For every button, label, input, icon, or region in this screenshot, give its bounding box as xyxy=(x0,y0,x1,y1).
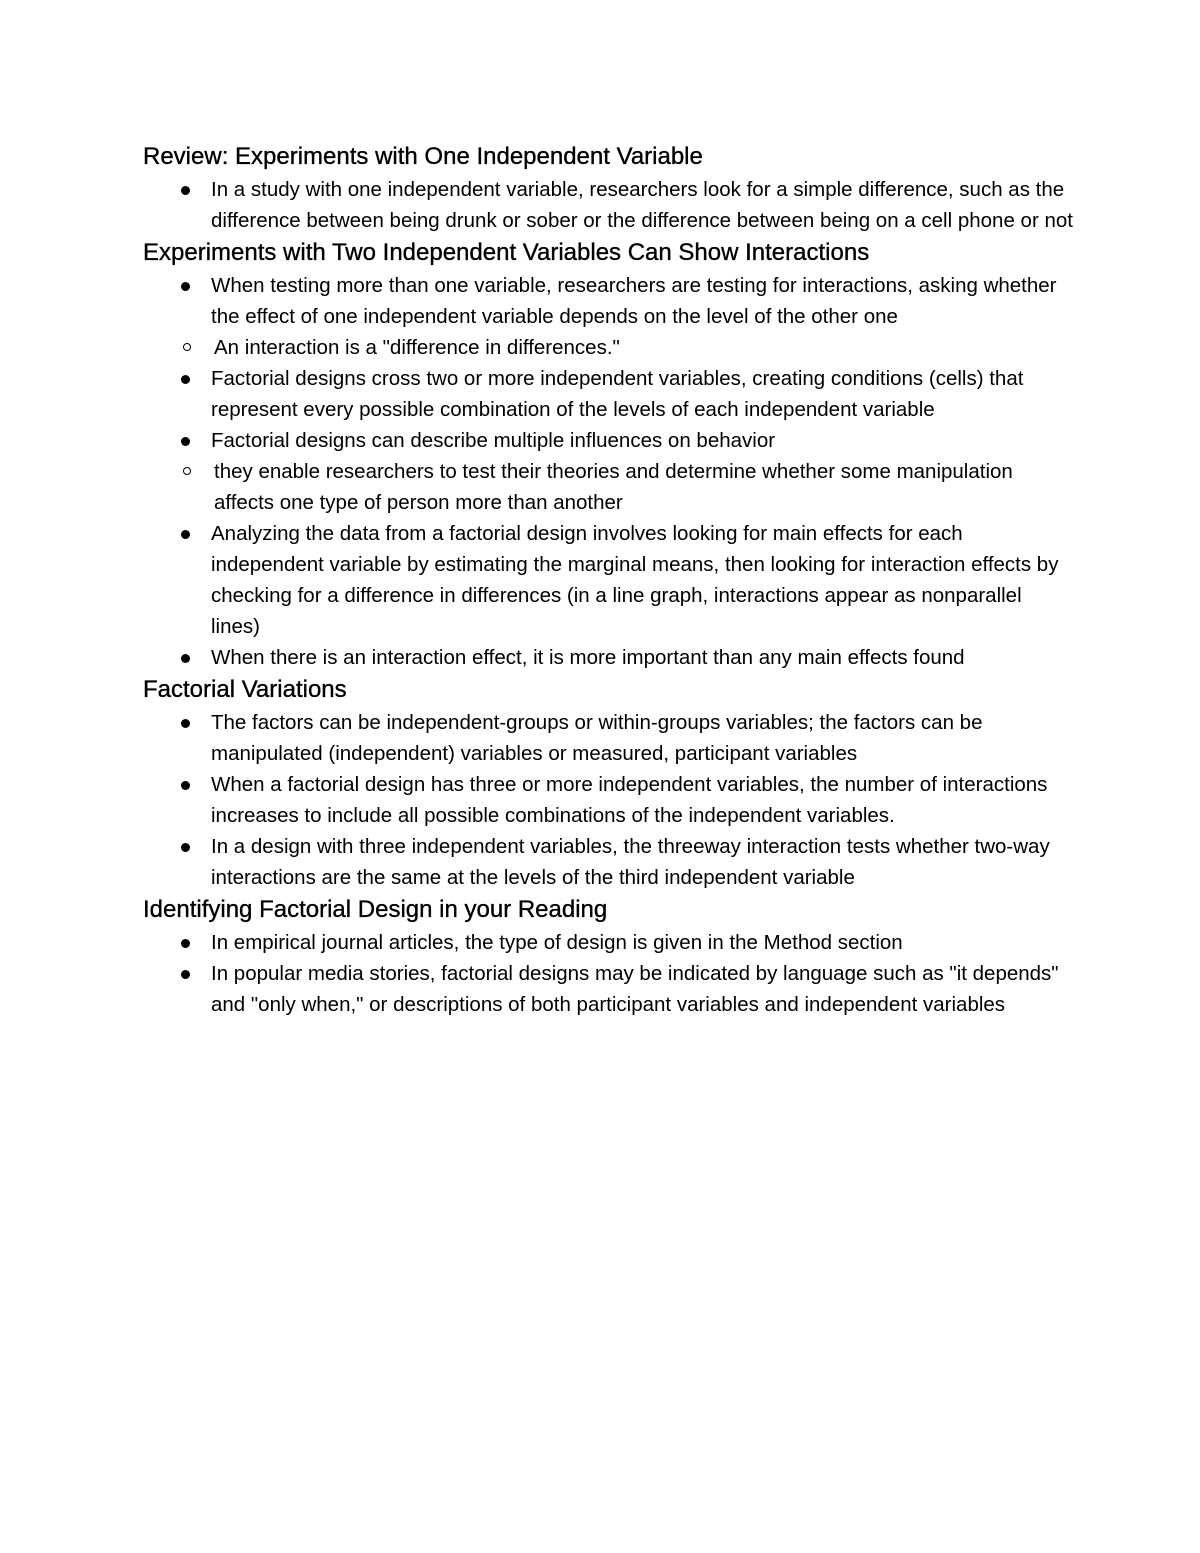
list-item xyxy=(143,363,1073,425)
filled-bullet-icon xyxy=(181,186,190,195)
list-item-text: Factorial designs can describe multiple influences on behavior xyxy=(211,429,776,452)
list-item xyxy=(143,270,1073,332)
filled-bullet-icon xyxy=(181,530,190,539)
list-item-text: When testing more than one variable, researchers are testing for interactions, asking whether the effect of one independent variable depends on the level of the other one xyxy=(211,274,1057,328)
section-heading: Identifying Factorial Design in your Reading xyxy=(143,896,608,923)
list-item xyxy=(143,707,1073,769)
bullet-list xyxy=(143,363,1073,456)
section-heading: Review: Experiments with One Independent Variable xyxy=(143,143,703,170)
filled-bullet-icon xyxy=(181,375,190,384)
bullet-list xyxy=(143,707,1073,893)
bullet-list xyxy=(143,174,1073,236)
filled-bullet-icon xyxy=(181,719,190,728)
list-item xyxy=(143,425,1073,456)
sub-list-item-text: An interaction is a "difference in differences." xyxy=(214,336,620,359)
filled-bullet-icon xyxy=(181,843,190,852)
document-page xyxy=(143,140,1073,1020)
bullet-list xyxy=(143,518,1073,673)
filled-bullet-icon xyxy=(181,939,190,948)
section-heading: Experiments with Two Independent Variables Can Show Interactions xyxy=(143,239,870,266)
section-heading: Factorial Variations xyxy=(143,676,347,703)
list-item-text: In empirical journal articles, the type of design is given in the Method section xyxy=(211,931,903,954)
sub-list-item xyxy=(143,332,1073,363)
list-item-text: In a study with one independent variable, researchers look for a simple difference, such as the difference between being drunk or sober or the difference between being on a cell phone or not xyxy=(211,178,1073,232)
list-item xyxy=(143,927,1073,958)
sub-list-item xyxy=(143,456,1073,518)
bullet-list xyxy=(143,270,1073,332)
list-item-text: In popular media stories, factorial designs may be indicated by language such as "it depends" and "only when," or descriptions of both participant variables and independent variables xyxy=(211,962,1059,1016)
bullet-list xyxy=(143,927,1073,1020)
filled-bullet-icon xyxy=(181,282,190,291)
sub-bullet-list xyxy=(143,332,1073,363)
list-item-text: When a factorial design has three or more independent variables, the number of interactions increases to include all possible combinations of the independent variables. xyxy=(211,773,1048,827)
sub-list-item-text: they enable researchers to test their theories and determine whether some manipulation affects one type of person more than another xyxy=(214,460,1013,514)
list-item-text: Factorial designs cross two or more independent variables, creating conditions (cells) that represent every possible combination of the levels of each independent variable xyxy=(211,367,1024,421)
filled-bullet-icon xyxy=(181,970,190,979)
sub-bullet-list xyxy=(143,456,1073,518)
list-item-text: When there is an interaction effect, it is more important than any main effects found xyxy=(211,646,965,669)
filled-bullet-icon xyxy=(181,781,190,790)
list-item xyxy=(143,518,1073,642)
list-item xyxy=(143,642,1073,673)
hollow-bullet-icon xyxy=(183,467,191,475)
list-item xyxy=(143,831,1073,893)
filled-bullet-icon xyxy=(181,437,190,446)
list-item xyxy=(143,958,1073,1020)
list-item-text: The factors can be independent-groups or within-groups variables; the factors can be manipulated (independent) variables or measured, participant variables xyxy=(211,711,983,765)
list-item-text: Analyzing the data from a factorial design involves looking for main effects for each independent variable by estimating the marginal means, then looking for interaction effects by checking for a difference in differences (in a line graph, interactions appear as nonparallel lines) xyxy=(211,522,1059,638)
list-item-text: In a design with three independent variables, the threeway interaction tests whether two-way interactions are the same at the levels of the third independent variable xyxy=(211,835,1050,889)
filled-bullet-icon xyxy=(181,654,190,663)
list-item xyxy=(143,769,1073,831)
list-item xyxy=(143,174,1073,236)
hollow-bullet-icon xyxy=(183,343,191,351)
